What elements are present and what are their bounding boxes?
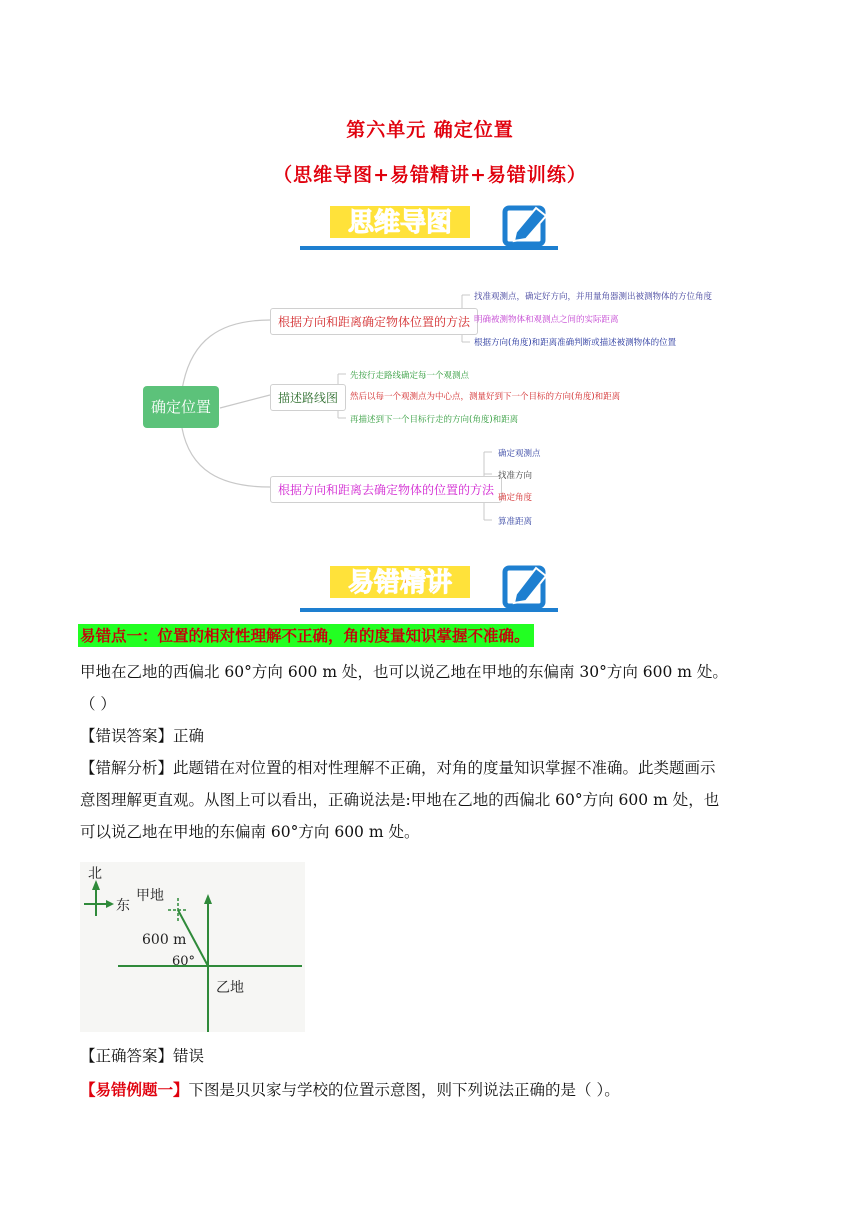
mind-map-leaf-3-4: 算准距离 (498, 517, 533, 527)
analysis-line-2: 意图理解更直观。从图上可以看出，正确说法是:甲地在乙地的西偏北 60°方向 600 m 处，也 (80, 791, 720, 809)
analysis-text-1: 此题错在对位置的相对性理解不正确，对角的度量知识掌握不准确。此类题画示 (173, 759, 716, 777)
edit-icon (505, 208, 546, 244)
question-block (80, 656, 780, 848)
place-b-label: 乙地 (216, 980, 244, 996)
direction-diagram (80, 862, 305, 1032)
mind-map-branch-3: 根据方向和距离去确定物体的位置的方法 (270, 476, 502, 503)
question-text: 甲地在乙地的西偏北 60°方向 600 m 处，也可以说乙地在甲地的东偏南 30°方向 600 m 处。 (80, 663, 728, 681)
mind-map-leaf-1-3: 根据方向(角度)和距离准确判断或描述被测物体的位置 (474, 338, 677, 348)
edit-icon (505, 568, 546, 606)
mind-map-branch-2: 描述路线图 (270, 384, 346, 411)
north-label: 北 (88, 866, 102, 882)
east-label: 东 (116, 898, 130, 914)
mind-map-leaf-3-2: 找准方向 (498, 471, 533, 481)
mind-map-banner-text: 思维导图 (347, 208, 453, 238)
analysis-line-3: 可以说乙地在甲地的东偏南 60°方向 600 m 处。 (80, 823, 420, 841)
wrong-answer-label: 【错误答案】 (80, 727, 174, 745)
mind-map-leaf-2-3: 再描述到下一个目标行走的方向(角度)和距离 (350, 415, 519, 425)
example-line (80, 1074, 780, 1106)
correct-answer-value: 错误 (173, 1047, 205, 1065)
angle-label: 60° (172, 954, 196, 969)
wrong-answer-value: 正确 (173, 727, 205, 745)
error-lecture-banner-text: 易错精讲 (347, 568, 453, 598)
page-subtitle: （思维导图+易错精讲+易错训练） (273, 164, 587, 186)
mind-map-leaf-1-2: 明确被测物体和观测点之间的实际距离 (474, 315, 619, 325)
distance-label: 600 m (142, 932, 187, 948)
error-point-heading (78, 624, 534, 646)
mind-map-leaf-3-1: 确定观测点 (498, 449, 541, 459)
correct-answer-label: 【正确答案】 (80, 1047, 174, 1065)
analysis-label: 【错解分析】 (80, 759, 174, 777)
error-point-heading-text: 易错点一：位置的相对性理解不正确，角的度量知识掌握不准确。 (78, 624, 534, 647)
wrong-answer-line (80, 720, 780, 752)
mind-map-root: 确定位置 (143, 386, 219, 428)
mind-map-banner (0, 198, 860, 254)
place-a-label: 甲地 (136, 888, 164, 904)
analysis-line-1 (80, 752, 780, 784)
mind-map-leaf-3-3: 确定角度 (498, 493, 533, 503)
mind-map-leaf-2-2: 然后以每一个观测点为中心点，测量好到下一个目标的方向(角度)和距离 (350, 392, 621, 402)
mind-map-leaf-2-1: 先按行走路线确定每一个观测点 (350, 371, 470, 381)
mind-map-leaf-1-1: 找准观测点，确定好方向，并用量角器测出被测物体的方位角度 (474, 292, 713, 302)
page-title: 第六单元 确定位置 (346, 119, 514, 141)
error-lecture-banner (0, 558, 860, 616)
example-label: 【易错例题一】 (80, 1080, 189, 1099)
answer-blank: （ ） (80, 695, 116, 713)
example-text: 下图是贝贝家与学校的位置示意图，则下列说法正确的是（ ）。 (188, 1081, 620, 1099)
correct-answer-line (80, 1040, 780, 1072)
mind-map-branch-1: 根据方向和距离确定物体位置的方法 (270, 308, 478, 335)
mind-map (140, 280, 740, 530)
